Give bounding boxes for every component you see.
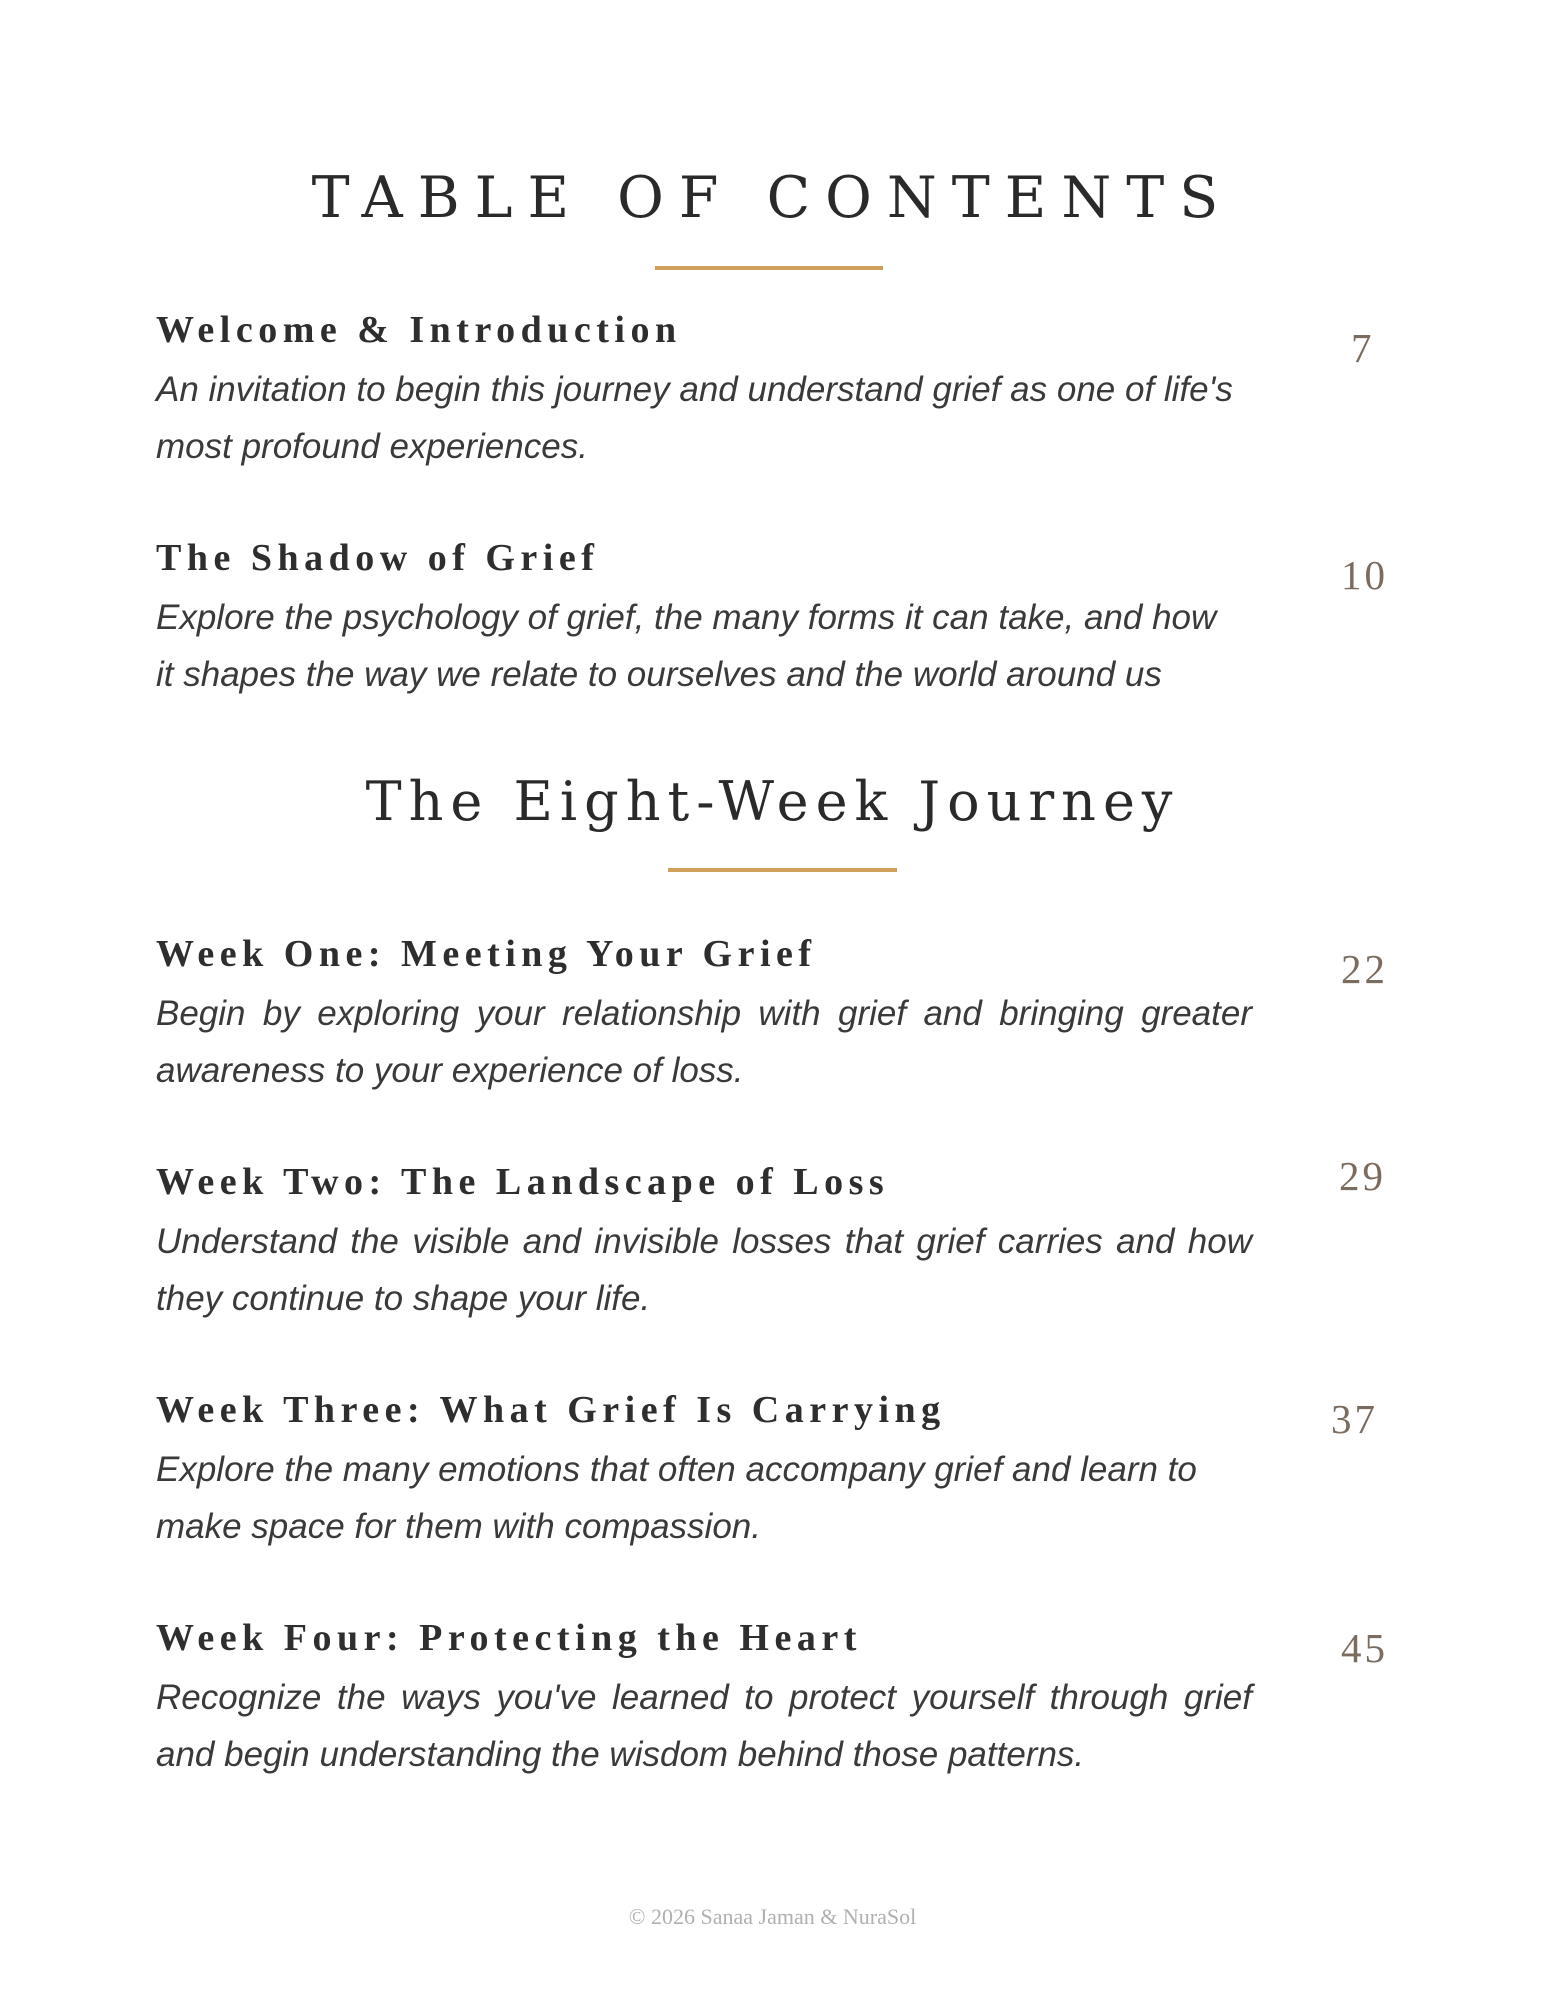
toc-entry-week-four[interactable] xyxy=(156,1619,1256,1783)
toc-page-number: 22 xyxy=(1341,946,1388,992)
toc-entry-title: The Shadow of Grief xyxy=(156,537,600,579)
toc-page-number: 29 xyxy=(1339,1153,1386,1199)
toc-entry-welcome[interactable] xyxy=(156,311,1256,475)
toc-entry-title: Week Four: Protecting the Heart xyxy=(156,1617,862,1659)
toc-entry-description: An invitation to begin this journey and understand grief as one of life's most profound experiences. xyxy=(156,370,1233,466)
section-title: The Eight-Week Journey xyxy=(365,770,1180,833)
toc-entry-title: Welcome & Introduction xyxy=(156,309,682,351)
footer-copyright: © 2026 Sanaa Jaman & NuraSol xyxy=(628,1904,917,1929)
toc-entry-description: Explore the many emotions that often accompany grief and learn to make space for them with compassion. xyxy=(156,1450,1197,1546)
toc-entry-week-one[interactable] xyxy=(156,935,1256,1099)
toc-entry-description: Understand the visible and invisible losses that grief carries and how they continue to shape your life. xyxy=(156,1222,1252,1318)
toc-entry-week-two[interactable] xyxy=(156,1163,1256,1327)
toc-entry-description: Explore the psychology of grief, the many forms it can take, and how it shapes the way we relate to ourselves and the world around us xyxy=(156,598,1217,694)
toc-entry-title: Week Two: The Landscape of Loss xyxy=(156,1161,890,1203)
toc-entry-week-three[interactable] xyxy=(156,1391,1256,1555)
toc-page-number: 37 xyxy=(1331,1396,1378,1442)
toc-page-number: 10 xyxy=(1341,552,1388,598)
toc-entry-shadow-of-grief[interactable] xyxy=(156,539,1256,703)
toc-page-number: 7 xyxy=(1351,325,1375,371)
toc-entry-description: Begin by exploring your relationship with grief and bringing greater awareness to your experience of loss. xyxy=(156,994,1252,1090)
toc-entry-title: Week Three: What Grief Is Carrying xyxy=(156,1389,946,1431)
title-divider xyxy=(655,266,883,270)
toc-entry-title: Week One: Meeting Your Grief xyxy=(156,933,817,975)
toc-entry-description: Recognize the ways you've learned to protect yourself through grief and begin understanding the wisdom behind those patterns. xyxy=(156,1678,1252,1774)
page-title: TABLE OF CONTENTS xyxy=(311,165,1234,231)
section-divider xyxy=(668,868,897,872)
toc-page-number: 45 xyxy=(1341,1625,1388,1671)
